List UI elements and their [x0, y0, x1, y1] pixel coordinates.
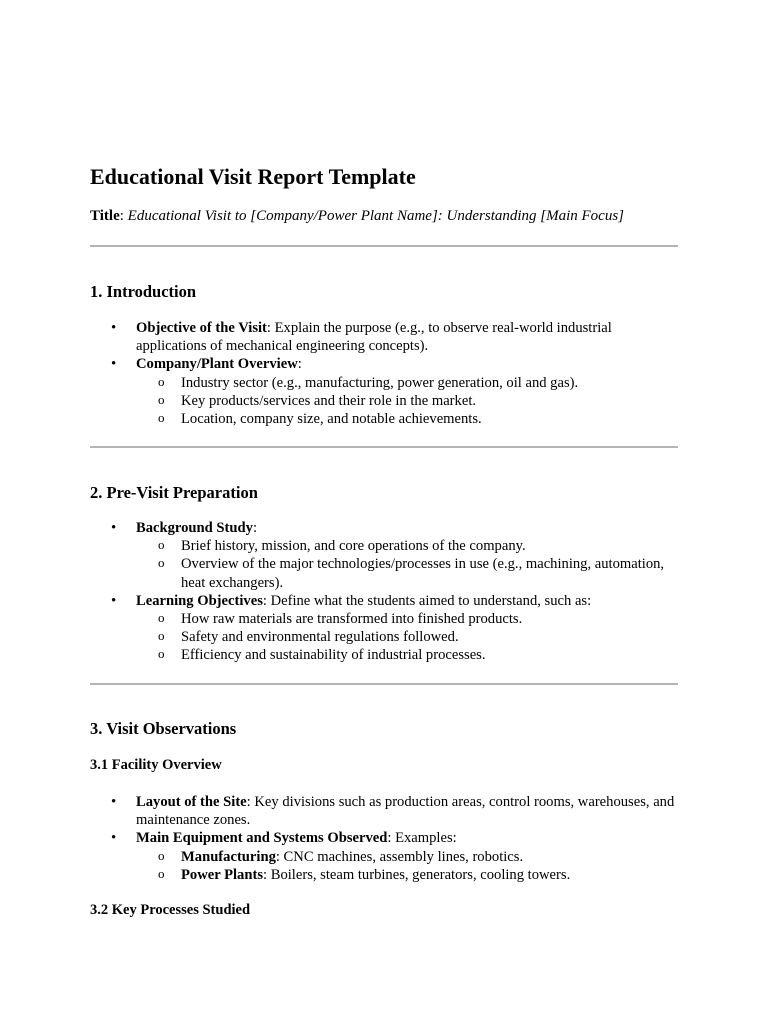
item-label: Background Study: [136, 520, 253, 536]
sub-item-text: : Boilers, steam turbines, generators, cooling towers.: [263, 866, 571, 883]
section-heading-introduction: 1. Introduction: [90, 282, 197, 301]
list-item: [90, 355, 678, 428]
sub-list-item: o How raw materials are transformed into finished products.: [136, 610, 678, 628]
sub-item-label: Power Plants: [181, 866, 264, 883]
sub-list-item: o Key products/services and their role in the market.: [136, 392, 678, 410]
document-title: Educational Visit Report Template: [90, 164, 416, 189]
sub-list: [136, 848, 678, 884]
horizontal-divider: [90, 683, 678, 685]
item-text: :: [252, 520, 257, 536]
sub-list-item: [136, 848, 678, 866]
item-text: :: [297, 356, 302, 373]
sub-list-item: o Brief history, mission, and core operations of the company.: [136, 537, 678, 555]
sub-list-item: o Efficiency and sustainability of industrial processes.: [136, 646, 678, 664]
item-label: Learning Objectives: [136, 592, 263, 609]
sub-list-item: o Safety and environmental regulations followed.: [136, 628, 678, 646]
title-label: Title: [90, 208, 120, 224]
section-heading-pre-visit-preparation: 2. Pre-Visit Preparation: [90, 483, 258, 502]
report-title-line: [90, 208, 624, 225]
subsection-heading-key-processes: 3.2 Key Processes Studied: [90, 902, 251, 918]
sub-list-item: o Overview of the major technologies/processes in use (e.g., machining, automation, heat exchangers).: [136, 555, 678, 591]
sub-list: [136, 537, 678, 592]
title-separator: :: [119, 208, 128, 224]
title-value: Educational Visit to [Company/Power Plant Name]: Understanding [Main Focus]: [127, 208, 625, 224]
item-text: : Examples:: [387, 830, 457, 847]
pre-visit-list: [90, 519, 678, 665]
section-heading-visit-observations: 3. Visit Observations: [90, 719, 237, 738]
item-text: : Define what the students aimed to understand, such as:: [262, 592, 592, 609]
horizontal-divider: [90, 245, 678, 247]
list-item: [90, 793, 678, 829]
item-text: : Explain the purpose (e.g., to observe real-world industrial applications of mechanical engineering concepts).: [136, 320, 612, 355]
list-item: [90, 319, 678, 355]
sub-list-item: [136, 866, 678, 884]
sub-list-item: o Location, company size, and notable achievements.: [136, 410, 678, 428]
item-label: Main Equipment and Systems Observed: [136, 830, 388, 847]
list-item: [90, 592, 678, 665]
list-item: [90, 519, 678, 592]
introduction-list: [90, 319, 678, 428]
sub-item-text: : CNC machines, assembly lines, robotics.: [275, 848, 524, 865]
sub-list: [136, 610, 678, 665]
facility-overview-list: [90, 793, 678, 884]
item-label: Objective of the Visit: [136, 320, 267, 336]
item-label: Company/Plant Overview: [136, 356, 298, 373]
item-label: Layout of the Site: [136, 794, 247, 810]
horizontal-divider: [90, 446, 678, 448]
sub-item-label: Manufacturing: [181, 848, 276, 865]
list-item: [90, 829, 678, 884]
item-text: : Key divisions such as production areas, control rooms, warehouses, and maintenance zones.: [136, 794, 675, 829]
sub-list: [136, 374, 678, 429]
subsection-heading-facility-overview: 3.1 Facility Overview: [90, 757, 222, 773]
sub-list-item: o Industry sector (e.g., manufacturing, power generation, oil and gas).: [136, 374, 678, 392]
